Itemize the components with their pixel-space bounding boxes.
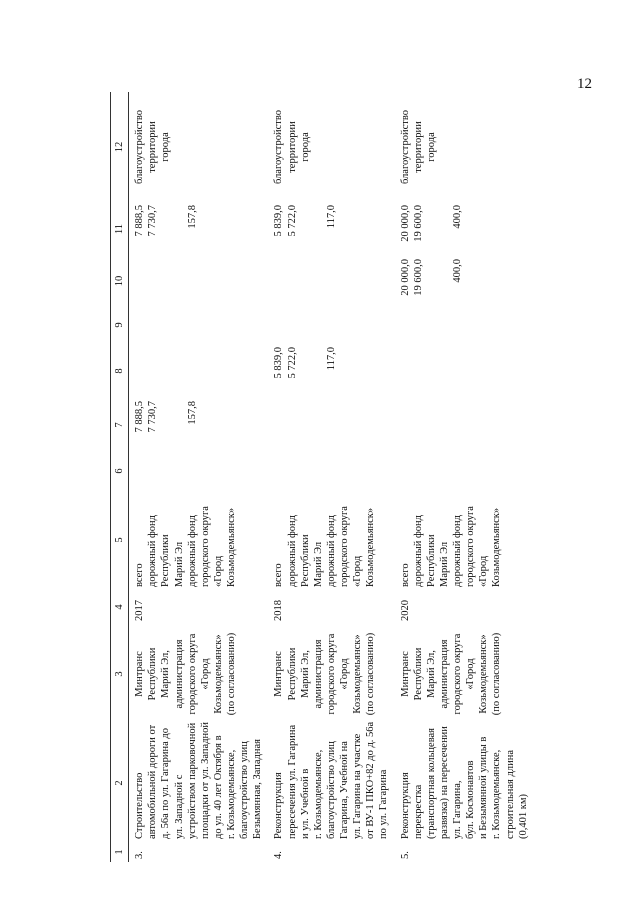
column-header: 6 <box>111 452 129 490</box>
col10-values-line: 400,0 <box>452 259 463 283</box>
funding-source-line: дорожный фонд <box>286 514 298 587</box>
row-number: 3. <box>134 851 146 859</box>
column-header: 4 <box>111 590 129 624</box>
executor-line: администрация <box>173 639 185 709</box>
measure-name-line: ул. Гагарина на участке <box>352 733 364 839</box>
col7-values-line <box>173 401 186 449</box>
col10-values-line: 19 600,0 <box>412 259 424 296</box>
row-number: 5. <box>399 851 411 859</box>
funding-source-line: дорожный фонд <box>412 514 424 587</box>
col9-cell <box>395 306 534 344</box>
column-header: 1 <box>111 842 129 862</box>
col11-values-line: 7 888,5 <box>134 205 146 237</box>
measure-name-line: ул. Западной с <box>173 774 185 839</box>
col9-cell <box>129 306 269 344</box>
header-row <box>111 92 129 862</box>
funding-source-line: всего <box>134 563 146 587</box>
col11-values-line: 19 600,0 <box>412 205 424 242</box>
measure-name-line: бул. Космонавтов <box>465 760 477 839</box>
col11-values <box>268 202 394 256</box>
col10-values <box>268 256 394 306</box>
executor <box>129 624 269 724</box>
funding-source <box>129 490 269 590</box>
executor-line: Республики <box>412 647 424 701</box>
measure-name-line: д. 56а по ул. Гагарина до <box>160 728 172 839</box>
executor-line: Республики <box>286 647 298 701</box>
funding-source-line: дорожный фонд <box>452 514 463 587</box>
measure-name-line: г. Козьмодемьянске, <box>491 749 503 839</box>
executor-line: Минтранс <box>134 651 146 697</box>
col6-cell <box>129 452 269 490</box>
col11-values-line: 7 730,7 <box>147 205 159 237</box>
measure-name <box>395 724 534 842</box>
col10-values-line: 20 000,0 <box>399 259 411 296</box>
executor-line: Козьмодемьянск» <box>352 634 364 714</box>
col8-values <box>395 344 534 398</box>
column-header: 9 <box>111 306 129 344</box>
col9-cell <box>268 306 394 344</box>
measure-name <box>268 721 394 842</box>
measure-name-line: Гагарина, Учебной на <box>339 741 350 839</box>
measure-name-line: развязка) на пересечении <box>438 726 450 839</box>
funding-source-line: дорожный фонд <box>325 514 337 587</box>
executor <box>268 624 394 724</box>
funding-source-line: Республики <box>160 534 172 587</box>
col11-values <box>129 202 269 256</box>
col11-values-line: 157,8 <box>186 205 198 229</box>
rotated-sheet <box>110 92 610 862</box>
year: 2018 <box>273 600 285 621</box>
col8-values-line: 5 839,0 <box>273 347 285 379</box>
col6-cell <box>268 452 394 490</box>
col7-values <box>129 398 269 452</box>
executor-line: Марий Эл, <box>299 650 311 698</box>
measure-name-line: перекрестка <box>412 784 424 839</box>
measure-name-line: площадки от ул. Западной <box>199 721 211 839</box>
col8-values-line <box>312 347 325 395</box>
col7-values-line: 7 730,7 <box>147 401 159 433</box>
column-header: 5 <box>111 490 129 590</box>
executor-line: (по согласованию) <box>226 632 237 716</box>
measure-name-line: и ул. Учебной в <box>299 768 311 839</box>
executor-line: администрация <box>438 639 450 709</box>
measure-name-line: (0,401 км) <box>517 794 529 839</box>
executor-line: Республики <box>147 647 159 701</box>
executor-line: Минтранс <box>273 651 285 697</box>
measure-name-line: ул. Гагарина, <box>452 780 463 839</box>
executor-line: (по согласованию) <box>491 632 503 716</box>
col7-values <box>268 398 394 452</box>
measure-name-line: Реконструкция <box>273 772 285 839</box>
col10-values <box>129 256 269 306</box>
column-header: 12 <box>111 92 129 202</box>
column-header: 2 <box>111 724 129 842</box>
expected-result-line: города <box>299 132 311 162</box>
col10-values-line <box>438 259 451 303</box>
funding-source-line: «Город <box>478 555 490 587</box>
funding-source-line: Козьмодемьянск» <box>365 507 377 587</box>
column-header: 3 <box>111 624 129 724</box>
measure-name-line: пересечения ул. Гагарина <box>286 724 298 839</box>
measure-name-line: устройством парковочной <box>186 722 198 839</box>
executor-line: (по согласованию) <box>365 632 377 716</box>
program-table <box>110 92 534 862</box>
executor-line: Козьмодемьянск» <box>212 634 224 714</box>
measure-name-line: от ВУ-1 ПКО+82 до д. 56а <box>365 721 377 839</box>
measure-name-line: автомобильной дороги от <box>147 724 159 839</box>
funding-source-line: «Город <box>352 555 364 587</box>
expected-result-line: благоустройство <box>134 110 146 185</box>
col11-values-line: 400,0 <box>452 205 463 229</box>
measure-name-line: благоустройство улиц <box>325 741 337 839</box>
executor-line: «Город <box>199 658 211 690</box>
measure-name-line: Безымянная, Западная <box>252 739 264 839</box>
executor-line: городского округа <box>186 633 198 715</box>
col11-values-line: 20 000,0 <box>399 205 411 242</box>
col11-values-line <box>173 205 186 253</box>
funding-source-line: Республики <box>299 534 311 587</box>
funding-source <box>395 490 534 590</box>
col11-values-line <box>425 205 438 253</box>
col7-values-line: 157,8 <box>186 401 198 425</box>
column-header: 8 <box>111 344 129 398</box>
col7-values <box>395 398 534 452</box>
measure-name-line: г. Козьмодемьянске, <box>226 749 237 839</box>
col8-values <box>268 344 394 398</box>
table-row <box>395 92 534 862</box>
column-header: 10 <box>111 256 129 306</box>
funding-source-line: Марий Эл <box>438 541 450 587</box>
col8-values-line: 5 722,0 <box>286 347 298 379</box>
page-number: 12 <box>577 76 592 92</box>
measure-name-line: Строительство <box>134 772 146 839</box>
col11-values-line <box>312 205 325 253</box>
column-header: 11 <box>111 202 129 256</box>
col7-values-line <box>159 401 172 449</box>
row-number: 4. <box>273 851 285 859</box>
col11-values-line: 5 722,0 <box>286 205 298 237</box>
funding-source-line: всего <box>399 563 411 587</box>
expected-result-line: территории <box>412 121 424 173</box>
col11-values-line <box>438 205 451 253</box>
executor-line: Минтранс <box>399 651 411 697</box>
col6-cell <box>395 452 534 490</box>
executor-line: Марий Эл, <box>425 650 437 698</box>
col8-values <box>129 344 269 398</box>
funding-source-line: «Город <box>212 555 224 587</box>
measure-name-line: г. Козьмодемьянске, <box>312 749 324 839</box>
funding-source-line: городского округа <box>199 506 211 587</box>
expected-result-line: территории <box>147 121 159 173</box>
col8-values-line: 117,0 <box>325 347 337 371</box>
expected-result <box>395 92 534 202</box>
funding-source-line: дорожный фонд <box>186 514 198 587</box>
col10-values-line <box>425 259 438 303</box>
measure-name-line: благоустройство улиц <box>239 741 251 839</box>
executor-line: «Город <box>465 658 477 690</box>
table-row <box>268 92 394 862</box>
executor-line: Козьмодемьянск» <box>478 634 490 714</box>
measure-name-line: до ул. 40 лет Октября в <box>212 735 224 839</box>
executor <box>395 624 534 724</box>
expected-result-line: территории <box>286 121 298 173</box>
table-body <box>129 92 534 862</box>
measure-name-line: (транспортная кольцевая <box>425 727 437 839</box>
measure-name <box>129 721 269 842</box>
col11-values-line <box>159 205 172 253</box>
funding-source-line: Козьмодемьянск» <box>226 507 237 587</box>
year: 2020 <box>399 600 411 621</box>
funding-source-line: Козьмодемьянск» <box>491 507 503 587</box>
expected-result-line: города <box>425 132 437 162</box>
executor-line: Марий Эл, <box>160 650 172 698</box>
year: 2017 <box>134 600 146 621</box>
funding-source-line: Республики <box>425 534 437 587</box>
executor-line: городского округа <box>325 633 337 715</box>
executor-line: «Город <box>339 658 350 690</box>
col7-values-line: 7 888,5 <box>134 401 146 433</box>
funding-source-line: Марий Эл <box>173 541 185 587</box>
column-header: 7 <box>111 398 129 452</box>
col11-values-line: 5 839,0 <box>273 205 285 237</box>
measure-name-line: по ул. Гагарина <box>378 769 390 839</box>
funding-source-line: всего <box>273 563 285 587</box>
expected-result-line: города <box>160 132 172 162</box>
col10-values <box>395 256 534 306</box>
funding-source-line: дорожный фонд <box>147 514 159 587</box>
executor-line: администрация <box>312 639 324 709</box>
funding-source-line: Марий Эл <box>312 541 324 587</box>
col11-values <box>395 202 534 256</box>
executor-line: городского округа <box>452 633 463 715</box>
measure-name-line: строительная длина <box>504 750 516 839</box>
table-row <box>129 92 269 862</box>
funding-source-line: городского округа <box>465 506 477 587</box>
funding-source <box>268 490 394 590</box>
expected-result-line: благоустройство <box>273 110 285 185</box>
measure-name-line: и Безымянной улицы в <box>478 736 490 839</box>
col11-values-line <box>299 205 312 253</box>
col11-values-line: 117,0 <box>325 205 337 229</box>
funding-source-line: городского округа <box>339 506 350 587</box>
expected-result <box>129 92 269 202</box>
measure-name-line: Реконструкция <box>399 772 411 839</box>
expected-result <box>268 92 394 202</box>
expected-result-line: благоустройство <box>399 110 411 185</box>
col8-values-line <box>299 347 312 395</box>
